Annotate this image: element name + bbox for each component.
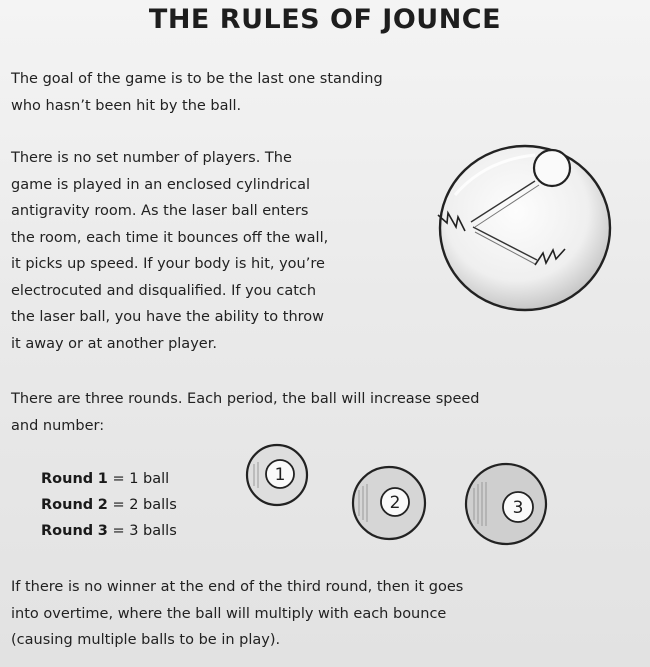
round-row bbox=[41, 492, 177, 518]
text-line: (causing multiple balls to be in play). bbox=[11, 632, 281, 648]
round-desc: = 1 ball bbox=[112, 471, 170, 487]
rounds-list bbox=[41, 466, 177, 544]
ball-number: 3 bbox=[512, 498, 524, 518]
text-line: game is played in an enclosed cylindrical bbox=[11, 176, 311, 193]
text-line: The goal of the game is to be the last one standing bbox=[11, 71, 383, 87]
text-line: If there is no winner at the end of the third round, then it goes bbox=[11, 579, 464, 595]
text-line: electrocuted and disqualified. If you catch bbox=[11, 282, 317, 299]
ball-2-icon bbox=[350, 464, 428, 542]
round-label: Round bbox=[41, 497, 94, 513]
text-line: it away or at another player. bbox=[11, 335, 217, 352]
round-number: 2 bbox=[97, 497, 108, 513]
players-paragraph bbox=[11, 145, 431, 357]
text-line: There are three rounds. Each period, the ball will increase speed bbox=[11, 391, 480, 407]
text-line: who hasn’t been hit by the ball. bbox=[11, 97, 242, 114]
page-title: THE RULES OF JOUNCE bbox=[148, 4, 502, 35]
ball-3-icon bbox=[462, 460, 550, 548]
text-line: it picks up speed. If your body is hit, you’re bbox=[11, 256, 325, 272]
round-label: Round bbox=[41, 471, 94, 487]
text-line: antigravity room. As the laser ball enters bbox=[11, 203, 309, 219]
text-line: and number: bbox=[11, 417, 105, 434]
ball-number: 1 bbox=[274, 465, 286, 485]
round-number: 3 bbox=[97, 523, 108, 539]
round-desc: = 2 balls bbox=[112, 497, 177, 513]
overtime-paragraph bbox=[11, 574, 463, 654]
ball-1-icon bbox=[244, 442, 310, 508]
text-line: the laser ball, you have the ability to throw bbox=[11, 309, 325, 325]
round-row bbox=[41, 466, 177, 492]
round-label: Round bbox=[41, 523, 94, 539]
round-desc: = 3 balls bbox=[112, 523, 177, 539]
intro-paragraph bbox=[11, 66, 383, 119]
text-line: There is no set number of players. The bbox=[11, 150, 292, 166]
text-line: the room, each time it bounces off the wall, bbox=[11, 229, 329, 246]
text-line: into overtime, where the ball will multiply with each bounce bbox=[11, 605, 447, 622]
round-row bbox=[41, 518, 177, 544]
round-number: 1 bbox=[97, 471, 108, 487]
arena-sphere-icon bbox=[425, 135, 625, 325]
rounds-intro-paragraph bbox=[11, 386, 480, 439]
ball-number: 2 bbox=[389, 493, 401, 513]
